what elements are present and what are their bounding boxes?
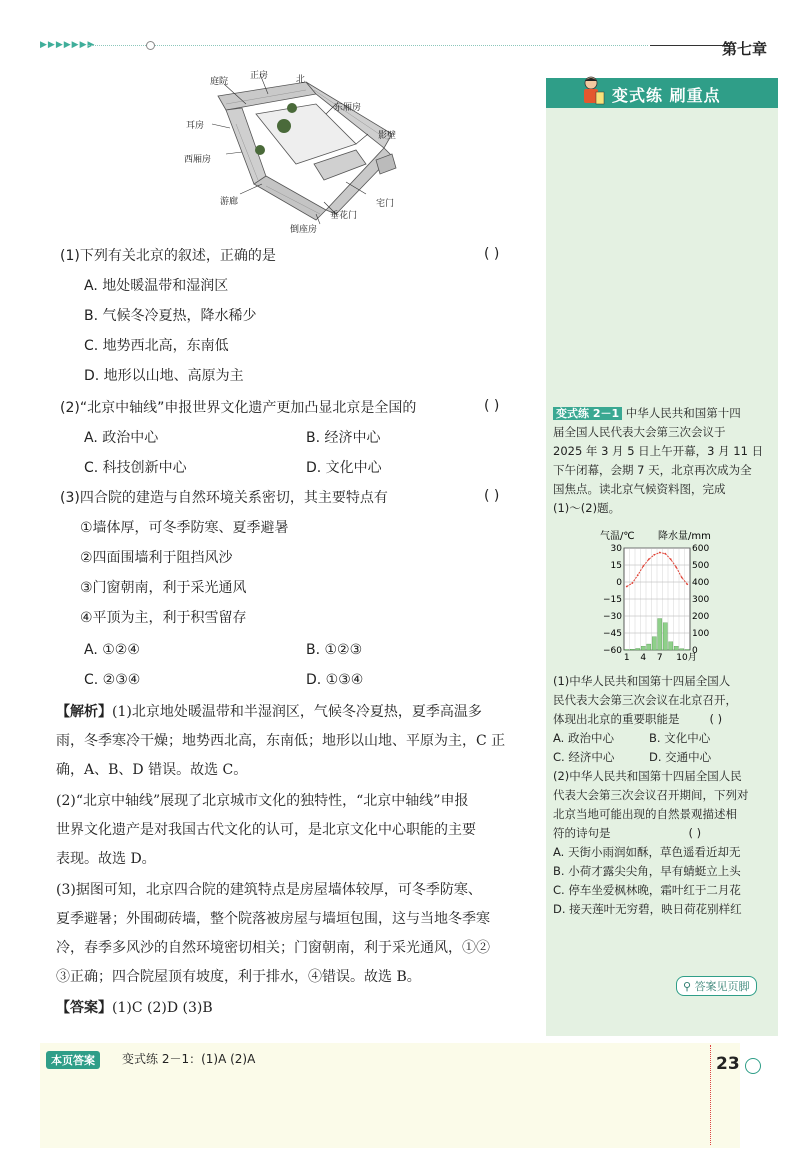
student-mascot-icon [574, 74, 608, 108]
precipitation-bar [658, 619, 662, 650]
solution-p1-line1: (1)北京地处暖温带和半湿润区，气候冬冷夏热，夏季高温多 [112, 704, 482, 720]
ex-q2-option-a[interactable]: A. 天街小雨润如酥，草色遥看近却无 [553, 845, 741, 859]
temperature-point [659, 552, 661, 554]
q2-answer-bracket[interactable]: ( ) [484, 398, 500, 414]
precipitation-bar [652, 637, 656, 650]
label-tingyuan: 庭院 [210, 77, 229, 87]
intro-line-6: (1)～(2)题。 [553, 501, 621, 515]
ex-q2-option-d[interactable]: D. 接天莲叶无穷碧，映日荷花别样红 [553, 902, 742, 916]
answer-link-label: 答案见页脚 [694, 980, 750, 993]
label-zhaimen: 宅门 [376, 199, 395, 209]
left-tick-label: 15 [610, 561, 622, 571]
header-dotted-line [88, 45, 648, 46]
left-tick-label: 0 [616, 578, 622, 588]
left-tick-label: 30 [610, 544, 622, 554]
precipitation-bar [663, 623, 667, 650]
footer-divider [710, 1045, 711, 1145]
header-arrows: ▶▶▶▶▶▶▶ [40, 40, 96, 50]
ex-q1-option-a[interactable]: A. 政治中心 [553, 731, 614, 745]
q3-option-b[interactable]: B. ①②③ [306, 642, 363, 658]
precipitation-bar [641, 646, 645, 650]
ex-q2-line-1: (2)中华人民共和国第十四届全国人民 [553, 769, 742, 783]
exercise-tag: 变式练 2－1 [553, 407, 622, 420]
solution-block [56, 702, 540, 1018]
ex-q1-option-b[interactable]: B. 文化中心 [649, 731, 711, 745]
q3-option-d[interactable]: D. ①③④ [306, 672, 364, 688]
answer-text: (1)C (2)D (3)B [112, 1000, 213, 1016]
precipitation-bar [630, 649, 634, 650]
right-tick-label: 200 [692, 612, 710, 622]
left-tick-label: −60 [603, 646, 622, 656]
q3-stem: (3)四合院的建造与自然环境关系密切，其主要特点有 [60, 490, 388, 506]
temperature-point [631, 582, 633, 584]
ex-q2-line-4: 符的诗句是 [553, 826, 611, 840]
q1-option-c[interactable]: C. 地势西北高，东南低 [84, 338, 229, 354]
chapter-title: 第七章 [722, 40, 768, 58]
temperature-point [664, 553, 666, 555]
label-xixiangfang: 西厢房 [184, 155, 212, 165]
q1-option-b[interactable]: B. 气候冬冷夏热，降水稀少 [84, 308, 257, 324]
label-dongxiangfang: 东厢房 [334, 103, 362, 113]
x-tick-label: 7 [656, 653, 663, 663]
header-dot [146, 41, 155, 50]
label-daozuofang: 倒座房 [290, 225, 318, 235]
temperature-point [670, 558, 672, 560]
intro-line-4: 下午闭幕，会期 7 天，北京再次成为全 [553, 463, 752, 477]
temperature-point [637, 574, 639, 576]
temperature-point [648, 558, 650, 560]
q1-option-a[interactable]: A. 地处暖温带和湿润区 [84, 278, 229, 294]
ex-q2-option-b[interactable]: B. 小荷才露尖尖角，早有蜻蜓立上头 [553, 864, 741, 878]
precipitation-bar [647, 644, 651, 650]
label-zhengfang: 正房 [250, 71, 269, 81]
climate-chart-svg [598, 530, 718, 670]
page-number: 23 [716, 1054, 740, 1074]
q3-option-a[interactable]: A. ①②④ [84, 642, 140, 658]
solution-p3-line4: ③正确；四合院屋顶有坡度，利于排水，④错误。故选 B。 [56, 969, 421, 985]
page-answer-tag: 本页答案 [46, 1051, 100, 1069]
x-tick-label: 10月 [676, 653, 697, 663]
precipitation-bar [674, 646, 678, 650]
q2-option-c[interactable]: C. 科技创新中心 [84, 460, 187, 476]
temperature-point [681, 577, 683, 579]
clock-icon [745, 1058, 761, 1074]
right-tick-label: 400 [692, 578, 710, 588]
q1-stem: (1)下列有关北京的叙述，正确的是 [60, 248, 276, 264]
q3-item-4: ④平顶为主，利于积雪留存 [80, 610, 247, 626]
right-tick-label: 0 [692, 646, 698, 656]
ex-q2-bracket[interactable]: ( ) [688, 826, 702, 840]
solution-p1-line3: 确，A、B、D 错误。故选 C。 [56, 762, 248, 778]
q1-answer-bracket[interactable]: ( ) [484, 246, 500, 262]
precipitation-bar [685, 649, 689, 650]
x-tick-label: 4 [640, 653, 647, 663]
solution-p1-line2: 雨，冬季寒冷干燥；地势西北高，东南低；地形以山地、平原为主，C 正 [56, 733, 506, 749]
q2-option-a[interactable]: A. 政治中心 [84, 430, 159, 446]
precipitation-bar [625, 649, 629, 650]
solution-p2-line2: 世界文化遗产是对我国古代文化的认可，是北京文化中心职能的主要 [56, 822, 476, 838]
q3-option-c[interactable]: C. ②③④ [84, 672, 141, 688]
temperature-point [675, 566, 677, 568]
precipitation-bar [680, 649, 684, 650]
axis-label-temperature: 气温/℃ [600, 531, 635, 542]
intro-line-1: 中华人民共和国第十四 [625, 406, 741, 420]
pin-icon: ⚲ [683, 980, 692, 993]
left-tick-label: −15 [603, 595, 622, 605]
label-erfang: 耳房 [186, 121, 205, 131]
label-bei: 北 [296, 75, 306, 85]
label-youlang: 游廊 [220, 197, 239, 207]
temperature-point [626, 586, 628, 588]
intro-line-5: 国焦点。读北京气候资料图，完成 [553, 482, 726, 496]
solution-p2-line3: 表现。故选 D。 [56, 851, 156, 867]
solution-tag: 【解析】 [56, 704, 112, 720]
q3-answer-bracket[interactable]: ( ) [484, 488, 500, 504]
axis-label-precipitation: 降水量/mm [658, 531, 711, 542]
ex-q1-option-d[interactable]: D. 交通中心 [649, 750, 712, 764]
ex-q1-line-2: 民代表大会第三次会议在北京召开， [553, 693, 737, 707]
right-tick-label: 500 [692, 561, 710, 571]
q3-item-1: ①墙体厚，可冬季防寒、夏季避暑 [80, 520, 289, 536]
beijing-climate-chart [598, 530, 718, 670]
precipitation-bar [636, 648, 640, 650]
left-tick-label: −30 [603, 612, 622, 622]
temperature-point [653, 554, 655, 556]
left-tick-label: −45 [603, 629, 622, 639]
x-tick-label: 1 [623, 653, 630, 663]
solution-p3-line2: 夏季避暑；外围砌砖墙，整个院落被房屋与墙垣包围，这与当地冬季寒 [56, 911, 490, 927]
header-rule [650, 45, 730, 46]
ex-q1-line-3: 体现出北京的重要职能是 [553, 712, 680, 726]
exercise-q1 [553, 672, 749, 919]
ex-q2-line-2: 代表大会第三次会议召开期间，下列对 [553, 788, 749, 802]
solution-p2-line1: (2)“北京中轴线”展现了北京城市文化的独特性，“北京中轴线”申报 [56, 793, 469, 809]
right-tick-label: 100 [692, 629, 710, 639]
exercise-2-1-intro [553, 404, 763, 518]
ex-q2-line-3: 北京当地可能出现的自然景观描述相 [553, 807, 737, 821]
answer-at-footer-link[interactable] [676, 976, 757, 996]
answer-tag: 【答案】 [56, 1000, 112, 1016]
solution-p3-line1: (3)据图可知，北京四合院的建筑特点是房屋墙体较厚，可冬季防寒、 [56, 882, 482, 898]
ex-q1-option-c[interactable]: C. 经济中心 [553, 750, 615, 764]
temperature-point [642, 565, 644, 567]
intro-line-3: 2025 年 3 月 5 日上午开幕，3 月 11 日 [553, 444, 764, 458]
q2-stem: (2)“北京中轴线”申报世界文化遗产更加凸显北京是全国的 [60, 400, 417, 416]
page-answer-text: 变式练 2－1：(1)A (2)A [122, 1052, 256, 1066]
ex-q1-bracket[interactable]: ( ) [709, 712, 723, 726]
ex-q2-option-c[interactable]: C. 停车坐爱枫林晚，霜叶红于二月花 [553, 883, 741, 897]
right-tick-label: 300 [692, 595, 710, 605]
temperature-point [686, 583, 688, 585]
q2-option-d[interactable]: D. 文化中心 [306, 460, 382, 476]
precipitation-bar [669, 642, 673, 650]
right-tick-label: 600 [692, 544, 710, 554]
solution-p3-line3: 冷，春季多风沙的自然环境密切相关；门窗朝南，利于采光通风，①② [56, 940, 490, 956]
label-chuihuamen: 垂花门 [330, 211, 358, 221]
q3-item-2: ②四面围墙利于阻挡风沙 [80, 550, 233, 566]
intro-line-2: 届全国人民代表大会第三次会议于 [553, 425, 726, 439]
label-yingbi: 影壁 [378, 131, 397, 141]
practice-panel-title: 变式练 刷重点 [612, 86, 721, 105]
q1-option-d[interactable]: D. 地形以山地、高原为主 [84, 368, 244, 384]
ex-q1-line-1: (1)中华人民共和国第十四届全国人 [553, 674, 731, 688]
q2-option-b[interactable]: B. 经济中心 [306, 430, 381, 446]
q3-item-3: ③门窗朝南，利于采光通风 [80, 580, 247, 596]
